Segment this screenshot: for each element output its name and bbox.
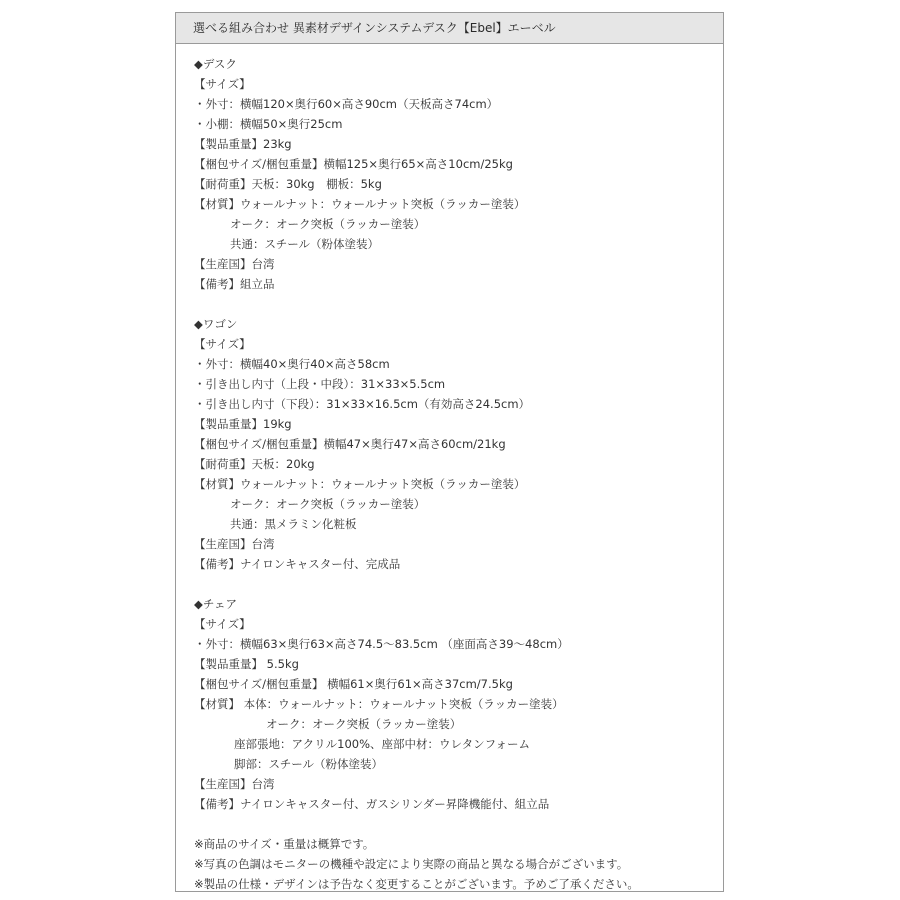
wagon-heading: ◆ワゴン — [194, 317, 238, 331]
desk-section — [194, 54, 723, 294]
desk-package: 【梱包サイズ/梱包重量】横幅125×奥行65×高さ10cm/25kg — [194, 157, 513, 171]
footnote-color: ※写真の色調はモニターの機種や設定により実際の商品と異なる場合がございます。 — [194, 857, 629, 871]
chair-material-walnut: 【材質】 本体：ウォールナット：ウォールナット突板（ラッカー塗装） — [194, 697, 564, 711]
footnote-size-weight: ※商品のサイズ・重量は概算です。 — [194, 837, 375, 851]
spec-table — [175, 12, 724, 892]
wagon-weight: 【製品重量】19kg — [194, 417, 292, 431]
desk-outer-size: ・外寸：横幅120×奥行60×高さ90cm（天板高さ74cm） — [194, 97, 499, 111]
desk-load: 【耐荷重】天板：30kg 棚板：5kg — [194, 177, 382, 191]
wagon-drawer-upper: ・引き出し内寸（上段・中段）：31×33×5.5cm — [194, 377, 446, 391]
chair-material-oak: オーク：オーク突板（ラッカー塗装） — [266, 717, 462, 731]
wagon-origin: 【生産国】台湾 — [194, 537, 275, 551]
desk-material-oak: オーク：オーク突板（ラッカー塗装） — [230, 217, 426, 231]
desk-origin: 【生産国】台湾 — [194, 257, 275, 271]
wagon-outer-size: ・外寸：横幅40×奥行40×高さ58cm — [194, 357, 390, 371]
wagon-size-label: 【サイズ】 — [194, 337, 251, 351]
chair-weight: 【製品重量】 5.5kg — [194, 657, 299, 671]
desk-size-label: 【サイズ】 — [194, 77, 251, 91]
wagon-drawer-lower: ・引き出し内寸（下段）：31×33×16.5cm（有効高さ24.5cm） — [194, 397, 531, 411]
wagon-material-oak: オーク：オーク突板（ラッカー塗装） — [230, 497, 426, 511]
wagon-notes: 【備考】ナイロンキャスター付、完成品 — [194, 557, 401, 571]
footnotes — [194, 834, 723, 894]
chair-outer-size: ・外寸：横幅63×奥行63×高さ74.5～83.5cm （座面高さ39～48cm） — [194, 637, 569, 651]
chair-notes: 【備考】ナイロンキャスター付、ガスシリンダー昇降機能付、組立品 — [194, 797, 550, 811]
wagon-package: 【梱包サイズ/梱包重量】横幅47×奥行47×高さ60cm/21kg — [194, 437, 506, 451]
desk-shelf-size: ・小棚：横幅50×奥行25cm — [194, 117, 343, 131]
wagon-load: 【耐荷重】天板：20kg — [194, 457, 315, 471]
chair-material-legs: 脚部：スチール（粉体塗装） — [234, 757, 384, 771]
wagon-section — [194, 314, 723, 574]
chair-section — [194, 594, 723, 814]
desk-heading: ◆デスク — [194, 57, 237, 71]
chair-size-label: 【サイズ】 — [194, 617, 251, 631]
spec-title: 選べる組み合わせ 異素材デザインシステムデスク【Ebel】エーベル — [176, 13, 723, 44]
desk-weight: 【製品重量】23kg — [194, 137, 292, 151]
wagon-material-walnut: 【材質】ウォールナット：ウォールナット突板（ラッカー塗装） — [194, 477, 526, 491]
footnote-spec-change: ※製品の仕様・デザインは予告なく変更することがございます。予めご了承ください。 — [194, 877, 639, 891]
section-spacer — [194, 574, 723, 594]
spec-content — [176, 44, 723, 894]
desk-notes: 【備考】組立品 — [194, 277, 275, 291]
chair-material-seat: 座部張地：アクリル100%、座部中材：ウレタンフォーム — [234, 737, 530, 751]
desk-material-common: 共通：スチール（粉体塗装） — [230, 237, 380, 251]
chair-origin: 【生産国】台湾 — [194, 777, 275, 791]
section-spacer — [194, 294, 723, 314]
chair-package: 【梱包サイズ/梱包重量】 横幅61×奥行61×高さ37cm/7.5kg — [194, 677, 513, 691]
section-spacer — [194, 814, 723, 834]
wagon-material-common: 共通：黒メラミン化粧板 — [230, 517, 357, 531]
desk-material-walnut: 【材質】ウォールナット：ウォールナット突板（ラッカー塗装） — [194, 197, 526, 211]
chair-heading: ◆チェア — [194, 597, 237, 611]
